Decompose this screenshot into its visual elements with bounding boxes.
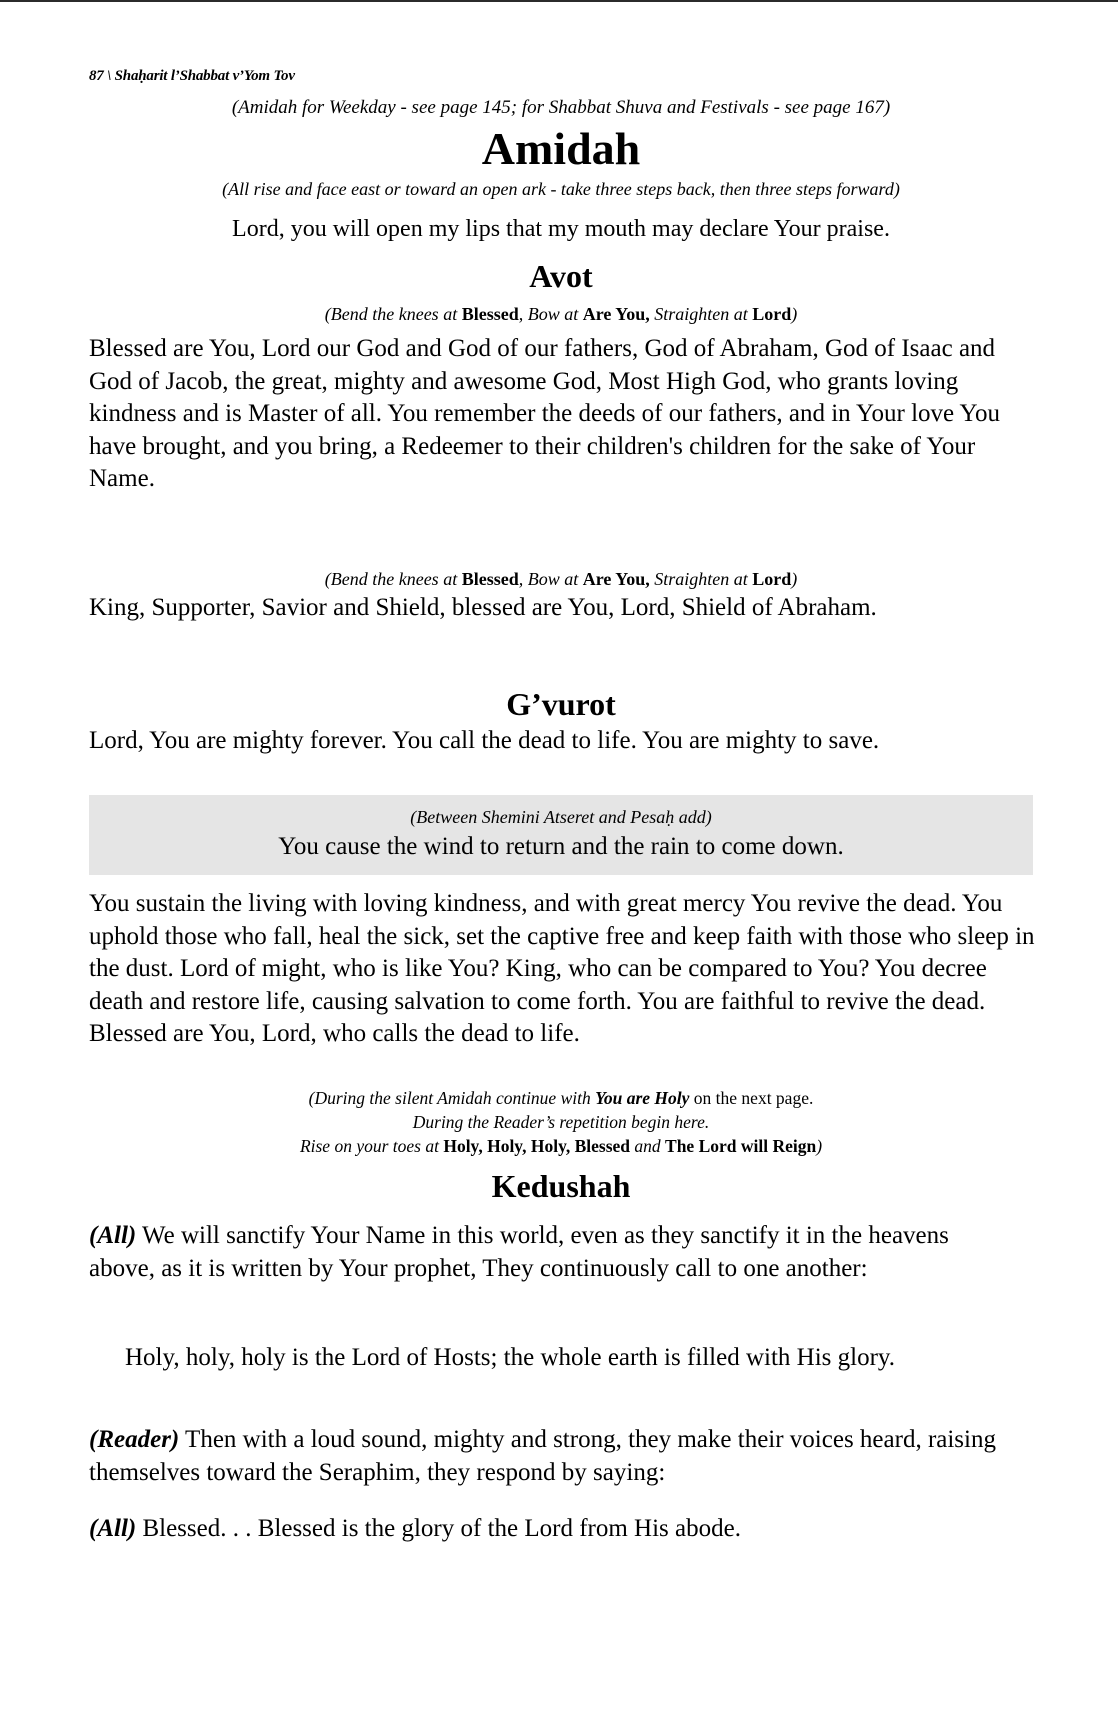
instruction-line-2: During the Reader’s repetition begin here. — [412, 1112, 710, 1132]
kedushah-all-response: (All) Blessed. . . Blessed is the glory of the Lord from His abode. — [89, 1515, 741, 1542]
section-heading-kedushah: Kedushah — [491, 1168, 631, 1204]
avot-rubric: (Bend the knees at Blessed, Bow at Are You, Straighten at Lord) — [324, 304, 798, 324]
avot-paragraph: Blessed are You, Lord our God and God of our fathers, God of Abraham, God of Isaac and God of Jacob, the great, mighty and awesome God, Most High God, who grants loving kindness and is Master of all. You remember the deeds of our fathers, and in Your love You have brought, and you bring, a Redeemer to their children's children for the sake of Your Name. — [89, 335, 1000, 492]
instruction-line-3: Rise on your toes at Holy, Holy, Holy, Blessed and The Lord will Reign) — [299, 1136, 823, 1156]
opening-line: Lord, you will open my lips that my mouth may declare Your praise. — [232, 216, 890, 242]
role-label-reader: (Reader) — [89, 1426, 180, 1453]
holy-line: Holy, holy, holy is the Lord of Hosts; the whole earth is filled with His glory. — [125, 1344, 896, 1371]
kedushah-reader-paragraph: (Reader) Then with a loud sound, mighty and strong, they make their voices heard, raising themselves toward the Seraphim, they respond by saying: — [89, 1426, 996, 1486]
instruction-rise: (All rise and face east or toward an open ark - take three steps back, then three steps forward) — [222, 179, 900, 199]
avot-closing: King, Supporter, Savior and Shield, blessed are You, Lord, Shield of Abraham. — [89, 594, 877, 621]
kedushah-all-paragraph: (All) We will sanctify Your Name in this world, even as they sanctify it in the heavens above, as it is written by Your prophet, They continuously call to one another: — [89, 1222, 949, 1282]
instruction-line-1: (During the silent Amidah continue with You are Holy on the next page. — [308, 1088, 814, 1108]
kedushah-instructions — [89, 1086, 1033, 1158]
section-heading-gvurot: G’vurot — [506, 686, 616, 722]
seasonal-insert-text: You cause the wind to return and the rain to come down. — [278, 833, 844, 860]
gvurot-paragraph: You sustain the living with loving kindness, and with great mercy You revive the dead. You uphold those who fall, heal the sick, set the captive free and keep faith with those who sleep in the dust. Lord of might, who is like You? King, who can be compared to You? You decree death and restore life, causing salvation to come forth. You are faithful to revive the dead. Blessed are You, Lord, who calls the dead to life. — [89, 890, 1035, 1047]
page-title: Amidah — [481, 123, 641, 174]
gvurot-opening: Lord, You are mighty forever. You call the dead to life. You are mighty to save. — [89, 727, 880, 754]
role-label-all-2: (All) — [89, 1515, 137, 1542]
top-note: (Amidah for Weekday - see page 145; for Shabbat Shuva and Festivals - see page 167) — [231, 97, 891, 118]
avot-rubric-2: (Bend the knees at Blessed, Bow at Are You, Straighten at Lord) — [324, 569, 798, 589]
seasonal-insert-rubric: (Between Shemini Atseret and Pesaḥ add) — [410, 807, 712, 827]
running-header: 87 \ Shaḥarit l’Shabbat v’Yom Tov — [89, 68, 295, 84]
role-label-all: (All) — [89, 1222, 137, 1249]
section-heading-avot: Avot — [529, 258, 593, 294]
seasonal-insert-box — [89, 795, 1033, 875]
